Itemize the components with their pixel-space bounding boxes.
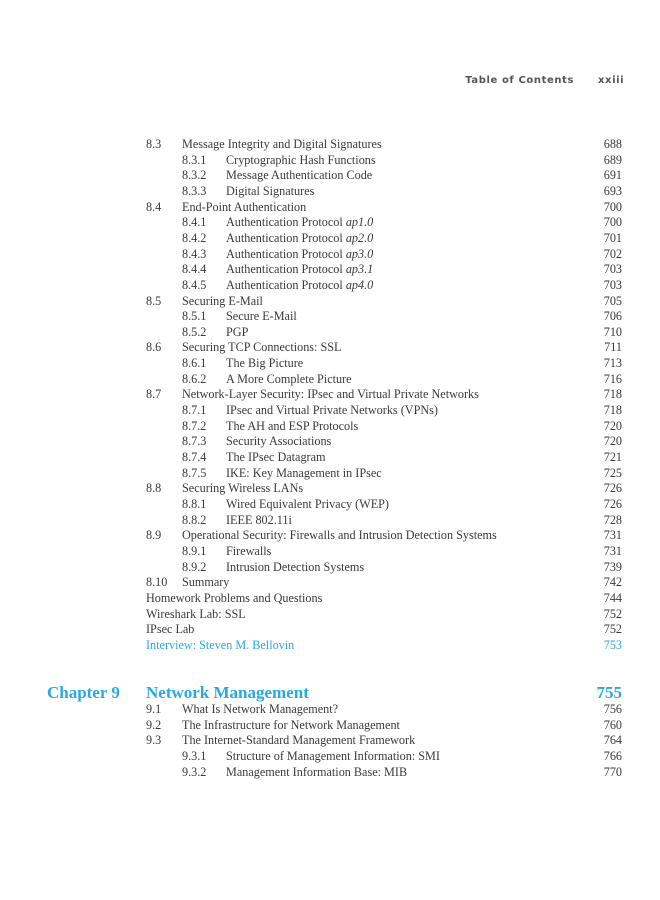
toc-entry[interactable]: [0, 621, 660, 637]
toc-entry-page-number: 753: [603, 637, 622, 652]
toc-entry-number: 8.9.1: [182, 543, 207, 558]
toc-entry-page-number: 688: [603, 137, 622, 151]
toc-entry-number: 8.7.1: [182, 403, 207, 418]
toc-entry[interactable]: [0, 261, 660, 277]
toc-entry-title-text: IPsec and Virtual Private Networks (VPNs): [226, 403, 438, 418]
toc-entry-page-number: 701: [603, 230, 622, 245]
toc-entry-number: 8.3: [146, 137, 162, 151]
toc-entry-number: 8.3.3: [182, 183, 207, 198]
toc-entry-title-text: IKE: Key Management in IPsec: [226, 465, 382, 480]
toc-entry-number: 8.4.2: [182, 230, 207, 245]
chapter-page-number: 755: [596, 683, 622, 702]
toc-entry-title-text: Summary: [182, 575, 230, 590]
toc-entry-number: 9.3.2: [182, 764, 207, 779]
toc-entry[interactable]: [0, 717, 660, 733]
toc-entry-title: [182, 574, 229, 590]
toc-entry-page-number: 726: [603, 481, 622, 496]
toc-entry-title: [226, 465, 382, 481]
toc-entry-title: [182, 732, 415, 748]
toc-entry[interactable]: [0, 512, 660, 528]
toc-entry-number: 8.7.5: [182, 465, 207, 480]
toc-entry-page-number: 731: [603, 528, 622, 543]
toc-entry[interactable]: [0, 277, 660, 293]
toc-entry[interactable]: [0, 590, 660, 606]
toc-entry-number: 9.3.1: [182, 749, 207, 764]
toc-entry-title: [226, 496, 389, 512]
toc-entry-title-text: What Is Network Management?: [182, 702, 339, 716]
running-head: [0, 75, 660, 91]
toc-entry-page-number: 720: [603, 434, 622, 449]
toc-entry-title: [226, 214, 373, 230]
toc-entry[interactable]: [0, 559, 660, 575]
toc-entry-title: [226, 543, 271, 559]
toc-entry-title: [182, 480, 303, 496]
toc-entry-number: 8.4.4: [182, 262, 207, 277]
toc-entry[interactable]: [0, 402, 660, 418]
toc-entry[interactable]: [0, 230, 660, 246]
toc-entry-title-text: Operational Security: Firewalls and Intrusion Detection Systems: [182, 528, 497, 543]
toc-entry-title-text: Interview: Steven M. Bellovin: [146, 637, 295, 652]
toc-entry-page-number: 700: [603, 215, 622, 230]
toc-entry-number: 8.3.2: [182, 168, 207, 183]
toc-entry-title: [182, 293, 263, 309]
toc-entry[interactable]: [0, 606, 660, 622]
toc-entry-title-text: Wired Equivalent Privacy (WEP): [226, 496, 389, 511]
toc-entry-title: [226, 371, 352, 387]
toc-entry[interactable]: [0, 465, 660, 481]
toc-entry-page-number: 700: [603, 199, 622, 214]
toc-entry-page-number: 721: [603, 450, 622, 464]
protocol-name: ap1.0: [345, 215, 374, 230]
toc-entry-title-text: A More Complete Picture: [226, 371, 352, 386]
chapter-title: Network Management: [146, 683, 309, 702]
toc-entry-page-number: 756: [603, 702, 622, 716]
toc-entry-title: [226, 308, 297, 324]
toc-entry-title: [226, 559, 364, 575]
toc-entry-title-text: Securing E-Mail: [182, 293, 263, 308]
toc-entry-title-text: IPsec Lab: [146, 622, 195, 637]
toc-entry-title-text: Securing TCP Connections: SSL: [182, 340, 342, 355]
toc-entry-page-number: 725: [603, 465, 622, 480]
toc-entry-number: 8.3.1: [182, 152, 207, 167]
toc-entry-page-number: 770: [603, 764, 622, 779]
toc-entry-title: [226, 418, 358, 434]
toc-entry-page-number: 760: [603, 717, 622, 732]
toc-entry-title-text: Securing Wireless LANs: [182, 481, 304, 496]
protocol-name: ap3.1: [345, 262, 374, 277]
toc-entry-title-text: End-Point Authentication: [182, 199, 307, 214]
toc-entry-page-number: 766: [603, 749, 622, 764]
toc-entry-title: [226, 355, 303, 371]
toc-entry-title-text: The AH and ESP Protocols: [226, 418, 359, 433]
toc-entry-title: [226, 402, 438, 418]
toc-entry-number: 8.4.5: [182, 277, 207, 292]
toc-entry[interactable]: [0, 246, 660, 262]
running-head-page-number: xxiii: [598, 75, 625, 86]
toc-entry-title-text: Structure of Management Information: SMI: [226, 749, 440, 764]
toc-entry-number: 8.4: [146, 199, 162, 214]
toc-entry[interactable]: [0, 199, 660, 215]
toc-entry-number: 8.8.2: [182, 512, 207, 527]
toc-entry-title: [226, 433, 331, 449]
toc-entry-number: 8.6.2: [182, 371, 207, 386]
toc-entry-page-number: 718: [603, 403, 622, 418]
toc-entry-page-number: 764: [603, 733, 622, 748]
toc-entry-title-text: Firewalls: [226, 543, 272, 558]
toc-entry-title: [226, 764, 407, 780]
toc-entry-page-number: 703: [603, 262, 622, 277]
toc-entry-page-number: 691: [603, 168, 622, 183]
toc-entry-page-number: 752: [603, 622, 622, 637]
toc-entry[interactable]: [0, 339, 660, 355]
toc-entry-title: [182, 717, 400, 733]
toc-entry[interactable]: [0, 386, 660, 402]
running-head-title: Table of Contents: [465, 75, 574, 86]
toc-entry[interactable]: [0, 527, 660, 543]
toc-entry[interactable]: [0, 496, 660, 512]
toc-entry-page-number: 742: [603, 575, 622, 590]
toc-entry-page-number: 705: [603, 293, 622, 308]
toc-entry-number: 8.7.2: [182, 418, 207, 433]
toc-entry-title-text: Authentication Protocol: [226, 262, 346, 277]
toc-entry[interactable]: [0, 543, 660, 559]
toc-entry-page-number: 693: [603, 183, 622, 198]
protocol-name: ap3.0: [345, 246, 374, 261]
toc-entry-title: [146, 637, 294, 653]
toc-entry-title: [226, 277, 373, 293]
toc-entry-number: 9.3: [146, 733, 162, 748]
toc-entry-title-text: Homework Problems and Questions: [146, 590, 323, 605]
toc-entry-number: 8.6.1: [182, 356, 207, 371]
toc-entry-title: [182, 527, 497, 543]
toc-entry-page-number: 716: [603, 371, 622, 386]
toc-entry-title-text: The Infrastructure for Network Management: [182, 717, 400, 732]
toc-entry-number: 9.2: [146, 717, 162, 732]
toc-entry[interactable]: [0, 371, 660, 387]
toc-entry[interactable]: [0, 637, 660, 653]
toc-entry-number: 8.8: [146, 481, 162, 496]
toc-entry-number: 8.5: [146, 293, 162, 308]
toc-entry-title: [182, 701, 338, 717]
toc-entry-title: [226, 324, 248, 340]
toc-entry-page-number: 703: [603, 277, 622, 292]
toc-entry-page-number: 726: [603, 496, 622, 511]
toc-entry-title-text: Authentication Protocol: [226, 215, 346, 230]
toc-entry-title: [182, 386, 479, 402]
toc-entry[interactable]: [0, 167, 660, 183]
toc-entry-title: [226, 512, 292, 528]
toc-entry-title: [226, 748, 440, 764]
toc-entry-number: 8.5.1: [182, 309, 207, 324]
toc-entry-page-number: 752: [603, 606, 622, 621]
toc-entry-page-number: 718: [603, 387, 622, 402]
toc-entry-page-number: 711: [604, 340, 622, 355]
toc-entry-number: 8.8.1: [182, 496, 207, 511]
toc-entry-title-text: Management Information Base: MIB: [226, 764, 408, 779]
toc-entry[interactable]: [0, 355, 660, 371]
toc-entry[interactable]: [0, 748, 660, 764]
toc-entry-title-text: PGP: [226, 324, 249, 339]
toc-entry[interactable]: [0, 136, 660, 152]
toc-entry-number: 8.9: [146, 528, 162, 543]
toc-entry-number: 8.7.3: [182, 434, 207, 449]
toc-entry-title: [226, 183, 314, 199]
toc-entry-title-text: The Big Picture: [226, 356, 304, 371]
toc-entry[interactable]: [0, 480, 660, 496]
toc-entry[interactable]: [0, 214, 660, 230]
toc-entry-title: [146, 621, 194, 637]
toc-entry-number: 8.7.4: [182, 450, 207, 464]
toc-entry-page-number: 739: [603, 559, 622, 574]
toc-entry[interactable]: [0, 418, 660, 434]
toc-entry-title: [146, 606, 246, 622]
toc-entry-title-text: The IPsec Datagram: [226, 450, 326, 464]
toc-entry-title-text: IEEE 802.11i: [226, 512, 292, 527]
toc-entry-page-number: 731: [603, 543, 622, 558]
toc-entry[interactable]: [0, 701, 660, 717]
toc-entry-page-number: 744: [603, 590, 622, 605]
toc-entry-title-text: Security Associations: [226, 434, 332, 449]
toc-entry[interactable]: [0, 732, 660, 748]
toc-entry-number: 8.5.2: [182, 324, 207, 339]
toc-entry[interactable]: [0, 433, 660, 449]
toc-entry-title-text: Cryptographic Hash Functions: [226, 152, 376, 167]
toc-entry-page-number: 720: [603, 418, 622, 433]
toc-entry-number: 9.1: [146, 702, 162, 716]
toc-entry-number: 8.9.2: [182, 559, 207, 574]
toc-entry-page-number: 689: [603, 152, 622, 167]
toc-entry[interactable]: [0, 308, 660, 324]
toc-entry-number: 8.6: [146, 340, 162, 355]
toc-entry-title: [146, 590, 322, 606]
toc-entry-title-text: Authentication Protocol: [226, 230, 346, 245]
toc-entry-title: [226, 449, 326, 465]
toc-entry-page-number: 728: [603, 512, 622, 527]
toc-entry-number: 8.4.1: [182, 215, 207, 230]
protocol-name: ap4.0: [345, 277, 374, 292]
toc-entry-title-text: The Internet-Standard Management Framework: [182, 733, 416, 748]
toc-entry-title-text: Intrusion Detection Systems: [226, 559, 365, 574]
toc-entry[interactable]: [0, 324, 660, 340]
toc-entry[interactable]: [0, 293, 660, 309]
toc-entry-number: 8.7: [146, 387, 162, 402]
toc-entry-page-number: 706: [603, 309, 622, 324]
toc-entry-title-text: Authentication Protocol: [226, 246, 346, 261]
toc-entry-page-number: 702: [603, 246, 622, 261]
toc-entry-title: [182, 199, 306, 215]
toc-entry[interactable]: [0, 574, 660, 590]
toc-entry-title-text: Wireshark Lab: SSL: [146, 606, 246, 621]
toc-entry-page-number: 710: [603, 324, 622, 339]
toc-entry-page-number: 713: [603, 356, 622, 371]
toc-entry-title-text: Authentication Protocol: [226, 277, 346, 292]
toc-entry-title-text: Message Authentication Code: [226, 168, 373, 183]
toc-entry[interactable]: [0, 152, 660, 168]
toc-entry[interactable]: [0, 764, 660, 780]
protocol-name: ap2.0: [345, 230, 374, 245]
toc-entry-title-text: Digital Signatures: [226, 183, 315, 198]
toc-entry[interactable]: [0, 449, 660, 465]
toc-entry-number: 8.10: [146, 575, 168, 590]
toc-entry-title: [226, 246, 373, 262]
toc-entry-title: [226, 261, 373, 277]
toc-entry-title-text: Message Integrity and Digital Signatures: [182, 137, 382, 151]
chapter-label: Chapter 9: [47, 683, 120, 702]
toc-entry-number: 8.4.3: [182, 246, 207, 261]
toc-entry-title: [182, 136, 382, 152]
toc-entry-title: [226, 167, 372, 183]
toc-entry-title-text: Network-Layer Security: IPsec and Virtual Private Networks: [182, 387, 479, 402]
toc-entry-title-text: Secure E-Mail: [226, 309, 297, 324]
toc-entry[interactable]: [0, 183, 660, 199]
toc-entry-title: [182, 339, 341, 355]
toc-entry-title: [226, 152, 376, 168]
toc-entry-title: [226, 230, 373, 246]
